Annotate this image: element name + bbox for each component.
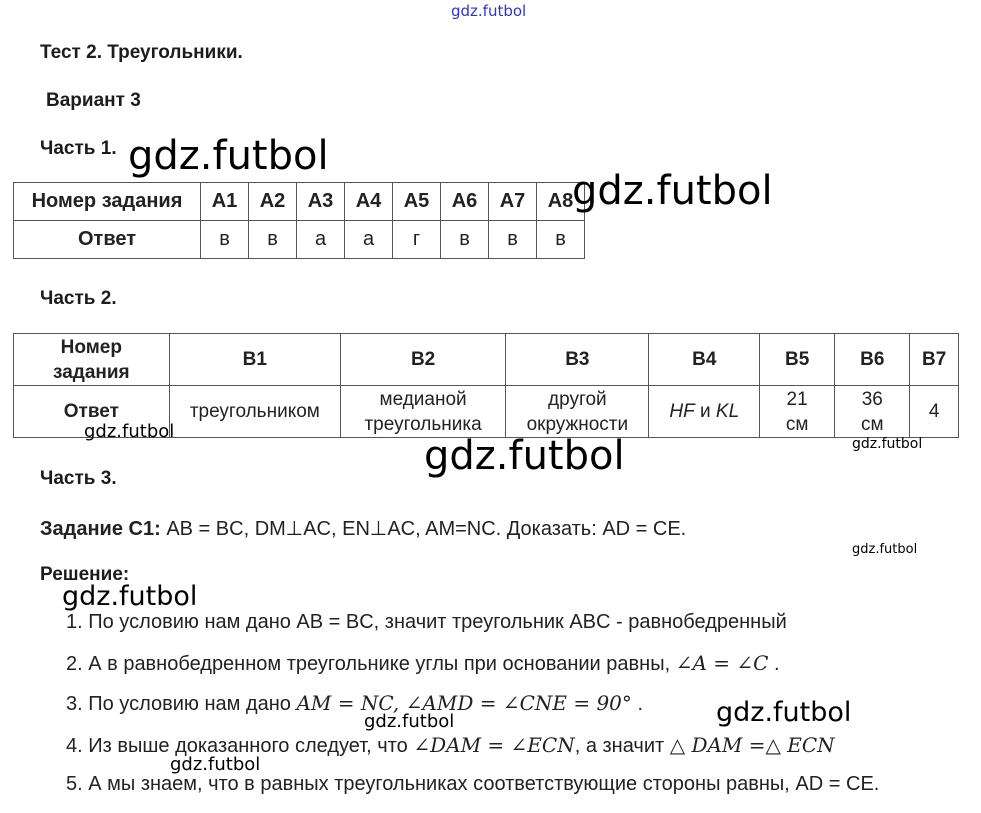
task-c1-text: AB = BC, DM⊥AC, EN⊥AC, AM=NC. Доказать: AD = CE.: [160, 518, 687, 540]
part1-task-cell: A5: [393, 183, 441, 221]
step-math: ∠DAM = ∠ECN: [413, 733, 575, 757]
part2-answer-cell: [835, 386, 910, 438]
watermark-overlay: gdz.futbol: [170, 754, 261, 775]
part1-task-cell: A8: [537, 183, 585, 221]
part2-task-label-line1: Номер: [60, 336, 122, 358]
part2-answer-cell: [649, 386, 760, 438]
part2-answer-line: см: [860, 413, 884, 435]
step-math: ∠A = ∠C: [675, 651, 769, 675]
part1-answer-cell: в: [489, 221, 537, 259]
variant-heading: Вариант 3: [46, 90, 141, 111]
step-text: 2. А в равнобедренном треугольнике углы при основании равны,: [66, 653, 676, 675]
step-math: AM = NC, ∠AMD = ∠CNE = 90°: [296, 691, 632, 715]
segment-hf: HF: [669, 401, 695, 422]
part1-task-cell: A1: [201, 183, 249, 221]
watermark-overlay: gdz.futbol: [62, 581, 198, 612]
task-c1: [40, 516, 686, 541]
part1-task-label: Номер задания: [14, 183, 201, 221]
solution-step: [66, 691, 643, 716]
part2-task-label: [14, 334, 170, 386]
part2-task-cell: B1: [169, 334, 340, 386]
part2-answer-line: см: [785, 413, 809, 435]
part2-answer-cell: 4: [910, 386, 959, 438]
part2-heading: Часть 2.: [40, 288, 117, 309]
conjunction: и: [694, 401, 716, 422]
solution-step: [66, 651, 780, 676]
part2-answer-line: 36: [861, 388, 883, 410]
part1-answer-label: Ответ: [14, 221, 201, 259]
watermark-overlay: gdz.futbol: [852, 436, 923, 452]
part1-heading: Часть 1.: [40, 138, 117, 159]
part2-answer-cell: [340, 386, 505, 438]
part1-task-cell: A7: [489, 183, 537, 221]
part2-task-cell: B3: [506, 334, 649, 386]
part2-answer-line: 21: [786, 388, 808, 410]
watermark-overlay: gdz.futbol: [364, 711, 455, 732]
page-title: Тест 2. Треугольники.: [40, 42, 243, 63]
step-math: △ DAM =△ ECN: [669, 733, 835, 757]
part2-task-cell: B7: [910, 334, 959, 386]
part1-answer-cell: в: [537, 221, 585, 259]
part2-answer-line: другой: [548, 388, 607, 410]
part2-task-label-line2: задания: [53, 361, 130, 383]
watermark-overlay: gdz.futbol: [84, 421, 175, 442]
part3-heading: Часть 3.: [40, 468, 117, 489]
step-tail: .: [768, 653, 780, 675]
solution-label: Решение:: [40, 564, 130, 585]
part1-answer-cell: в: [249, 221, 297, 259]
part2-answer-cell: треугольником: [169, 386, 340, 438]
part1-answer-cell: в: [441, 221, 489, 259]
segment-kl: KL: [715, 401, 740, 422]
part2-task-cell: B2: [340, 334, 505, 386]
watermark-top: gdz.futbol: [451, 2, 527, 20]
step-text: 4. Из выше доказанного следует, что: [66, 735, 414, 757]
part1-task-cell: A4: [345, 183, 393, 221]
part1-answer-cell: г: [393, 221, 441, 259]
part2-task-cell: B5: [760, 334, 835, 386]
solution-step: 1. По условию нам дано AB = BC, значит треугольник ABC - равнобедренный: [66, 611, 787, 633]
part2-answer-line: треугольника: [364, 413, 482, 435]
task-c1-label: Задание С1:: [40, 518, 161, 540]
part1-answer-cell: а: [345, 221, 393, 259]
watermark-overlay: gdz.futbol: [716, 697, 852, 728]
solution-step: 5. А мы знаем, что в равных треугольниках соответствующие стороны равны, AD = CE.: [66, 773, 880, 795]
part2-answer-cell: [506, 386, 649, 438]
part1-task-cell: A6: [441, 183, 489, 221]
part1-task-cell: A3: [297, 183, 345, 221]
part2-task-cell: B6: [835, 334, 910, 386]
step-mid: , а значит: [574, 735, 670, 757]
part2-answer-line: окружности: [526, 413, 629, 435]
watermark-overlay: gdz.futbol: [424, 433, 625, 479]
watermark-overlay: gdz.futbol: [852, 542, 918, 557]
watermark-overlay: gdz.futbol: [128, 133, 329, 179]
part2-answer-label: Ответ: [14, 386, 170, 438]
part1-task-cell: A2: [249, 183, 297, 221]
part1-answer-cell: в: [201, 221, 249, 259]
part1-answer-cell: а: [297, 221, 345, 259]
part2-answer-line: медианой: [379, 388, 467, 410]
part2-answer-cell: [760, 386, 835, 438]
part2-task-cell: B4: [649, 334, 760, 386]
step-tail: .: [631, 693, 644, 715]
part1-table: [13, 182, 585, 259]
step-text: 3. По условию нам дано: [66, 693, 297, 715]
watermark-overlay: gdz.futbol: [572, 168, 773, 214]
